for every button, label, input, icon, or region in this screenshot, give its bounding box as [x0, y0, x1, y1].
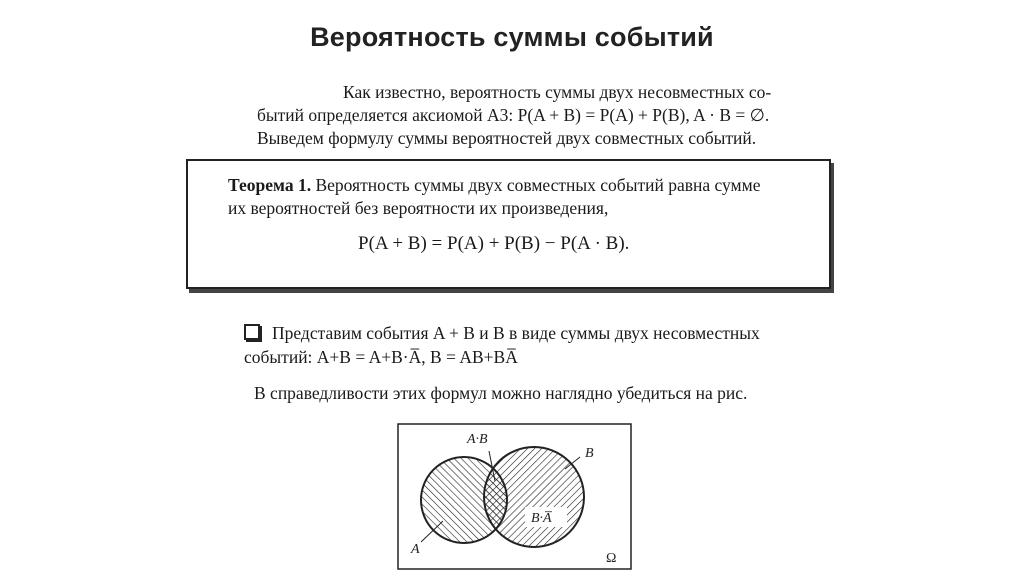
theorem-text-1: Вероятность суммы двух совместных событий равна сумме [315, 175, 761, 195]
page-title: Вероятность суммы событий [310, 22, 714, 52]
intro-line-2: бытий определяется аксиомой А3: P(A + B) = P(A) + P(B), A · B = ∅. [257, 105, 770, 125]
label-omega: Ω [606, 551, 617, 566]
theorem-label: Теорема 1. [228, 175, 312, 195]
label-ab: A·B [467, 432, 488, 447]
intro-line-3: Выведем формулу суммы вероятностей двух совместных событий. [257, 128, 757, 148]
proof-line-2: событий: A+B = A+B·A̅, B = AB+BA̅ [244, 347, 518, 367]
label-a: A [411, 542, 420, 557]
label-b: B [585, 446, 594, 461]
venn-diagram [397, 423, 633, 571]
theorem-formula: P(A + B) = P(A) + P(B) − P(A · B). [358, 233, 630, 254]
proof-line-1 [244, 323, 760, 344]
proof-text-1: Представим события A + B и B в виде суммы двух несовместных [272, 323, 760, 343]
theorem-box [186, 159, 831, 289]
theorem-text-2: их вероятностей без вероятности их произведения, [228, 198, 609, 218]
proof-start-icon [244, 324, 260, 340]
intro-line-1: Как известно, вероятность суммы двух несовместных со- [343, 82, 772, 102]
label-ba: B·A̅ [531, 511, 552, 526]
theorem-line-1 [228, 175, 760, 196]
figure-note: В справедливости этих формул можно наглядно убедиться на рис. [254, 383, 748, 403]
